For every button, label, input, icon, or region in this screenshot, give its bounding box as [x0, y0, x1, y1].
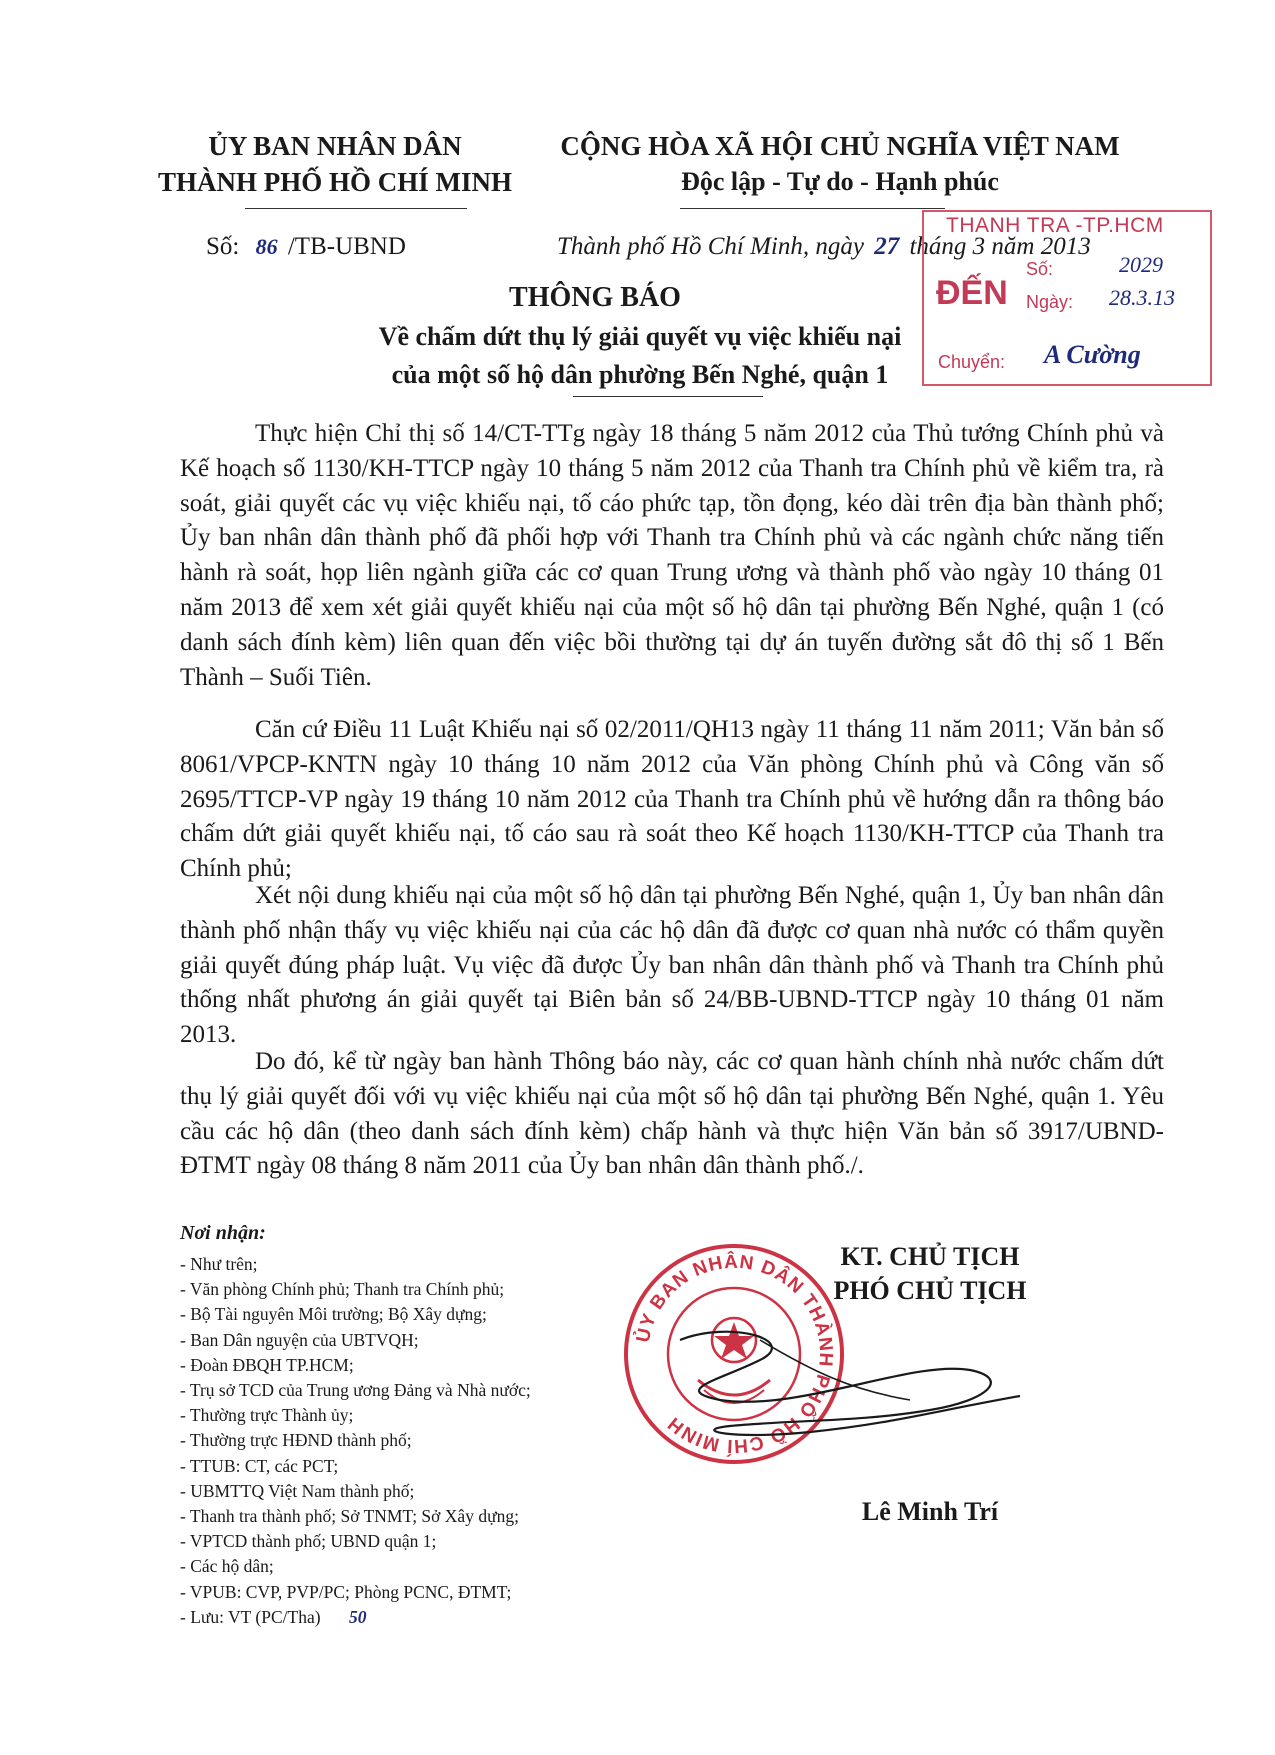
nation-name: CỘNG HÒA XÃ HỘI CHỦ NGHĨA VIỆT NAM	[560, 131, 1120, 161]
motto: Độc lập - Tự do - Hạnh phúc	[681, 167, 999, 196]
national-motto-block	[540, 128, 1140, 200]
issuer-underline	[245, 208, 467, 209]
place-date-prefix: Thành phố Hồ Chí Minh, ngày	[557, 233, 864, 260]
subtitle-line2: của một số hộ dân phường Bến Nghé, quận 1	[391, 360, 889, 389]
recipient-item: - Thường trực Thành ủy;	[180, 1405, 354, 1426]
signatory-title1: KT. CHỦ TỊCH	[840, 1242, 1020, 1271]
day-handwritten: 27	[874, 233, 900, 260]
subtitle-line1: Về chấm dứt thụ lý giải quyết vụ việc khiếu nại	[378, 322, 902, 351]
number-suffix: /TB-UBND	[287, 233, 406, 260]
stamp-chuyen-label: Chuyển:	[938, 352, 1006, 372]
recipient-item: - TTUB: CT, các PCT;	[180, 1455, 339, 1476]
recipient-item: - Trụ sở TCD của Trung ương Đảng và Nhà nước;	[180, 1380, 531, 1401]
recipient-item: - VPTCD thành phố; UBND quận 1;	[180, 1531, 437, 1552]
recipient-archive: - Lưu: VT (PC/Tha)	[180, 1606, 321, 1627]
signatory-title2: PHÓ CHỦ TỊCH	[833, 1276, 1027, 1305]
document-title: THÔNG BÁO	[509, 282, 681, 313]
recipient-item: - UBMTTQ Việt Nam thành phố;	[180, 1480, 415, 1501]
issuer-line1: ỦY BAN NHÂN DÂN	[208, 131, 462, 161]
recipient-item: - Ban Dân nguyện của UBTVQH;	[180, 1329, 419, 1350]
recipients-list	[180, 1252, 650, 1630]
stamp-org: THANH TRA -TP.HCM	[946, 214, 1164, 237]
document-number	[206, 230, 406, 264]
recipient-item: - VPUB: CVP, PVP/PC; Phòng PCNC, ĐTMT;	[180, 1581, 512, 1602]
stamp-ngay-label: Ngày:	[1026, 292, 1074, 312]
signatory-name: Lê Minh Trí	[861, 1497, 999, 1526]
motto-underline	[680, 208, 945, 209]
paragraph-1: Thực hiện Chỉ thị số 14/CT-TTg ngày 18 tháng 5 năm 2012 của Thủ tướng Chính phủ và Kế hoạch số 1130/KH-TTCP ngày 10 tháng 5 năm 2012 của Thanh tra Chính phủ về kiểm tra, rà soát, giải quyết các vụ việc khiếu nại, tố cáo phức tạp, tồn đọng, kéo dài trên địa bàn thành phố; Ủy ban nhân dân thành phố đã phối hợp với Thanh tra Chính phủ và các ngành chức năng tiến hành rà soát, họp liên ngành giữa các cơ quan Trung ương và thành phố vào ngày 10 tháng 01 năm 2013 để xem xét giải quyết khiếu nại của một số hộ dân tại phường Bến Nghé, quận 1 (có danh sách đính kèm) liên quan đến việc bồi thường tại dự án tuyến đường sắt đô thị số 1 Bến Thành – Suối Tiên.	[180, 420, 1164, 691]
issuer-block	[150, 128, 520, 200]
place-date-suffix: tháng 3 năm 2013	[909, 233, 1091, 260]
copies-count: 50	[348, 1606, 367, 1627]
paragraph-3: Xét nội dung khiếu nại của một số hộ dân tại phường Bến Nghé, quận 1, Ủy ban nhân dân thành phố nhận thấy vụ việc khiếu nại của các hộ dân đã được cơ quan nhà nước có thẩm quyền giải quyết đúng pháp luật. Vụ việc đã được Ủy ban nhân dân thành phố và Thanh tra Chính phủ thống nhất phương án giải quyết tại Biên bản số 24/BB-UBND-TTCP ngày 10 tháng 01 năm 2013.	[180, 882, 1164, 1049]
handwritten-signature	[610, 1300, 1050, 1470]
recipients-title: Nơi nhận:	[180, 1222, 266, 1244]
issuer-line2: THÀNH PHỐ HỒ CHÍ MINH	[157, 167, 512, 197]
stamp-ngay-value: 28.3.13	[1109, 285, 1175, 310]
seal-ring-text: ỦY BAN NHÂN DÂN THÀNH PHỐ HỒ CHÍ MINH	[632, 1251, 837, 1457]
recipient-item: - Thanh tra thành phố; Sở TNMT; Sở Xây dựng;	[180, 1506, 519, 1527]
document-subtitle	[300, 318, 980, 394]
received-stamp	[922, 210, 1212, 386]
paragraph-4: Do đó, kể từ ngày ban hành Thông báo này, các cơ quan hành chính nhà nước chấm dứt thụ lý giải quyết đối với vụ việc khiếu nại của một số hộ dân tại phường Bến Nghé, quận 1. Yêu cầu các hộ dân (theo danh sách đính kèm) chấp hành và thực hiện Văn bản số 3917/UBND-ĐTMT ngày 08 tháng 8 năm 2011 của Ủy ban nhân dân thành phố./.	[180, 1048, 1164, 1180]
recipient-item: - Văn phòng Chính phủ; Thanh tra Chính phủ;	[180, 1279, 505, 1300]
signature-block	[800, 1240, 1060, 1308]
stamp-chuyen-value: A Cường	[1044, 340, 1141, 369]
recipient-item: - Các hộ dân;	[180, 1556, 274, 1577]
paragraph-2: Căn cứ Điều 11 Luật Khiếu nại số 02/2011/QH13 ngày 11 tháng 11 năm 2011; Văn bản số 8061/VPCP-KNTN ngày 10 tháng 10 năm 2012 của Văn phòng Chính phủ và Công văn số 2695/TTCP-VP ngày 19 tháng 10 năm 2012 của Thanh tra Chính phủ về hướng dẫn ra thông báo chấm dứt giải quyết khiếu nại, tố cáo sau rà soát theo Kế hoạch 1130/KH-TTCP của Thanh tra Chính phủ;	[180, 716, 1164, 883]
stamp-den: ĐẾN	[936, 274, 1008, 312]
number-prefix: Số:	[206, 233, 240, 260]
recipient-item: - Thường trực HĐND thành phố;	[180, 1430, 412, 1451]
recipient-item	[180, 1605, 650, 1630]
recipient-item: - Bộ Tài nguyên Môi trường; Bộ Xây dựng;	[180, 1304, 487, 1325]
title-underline	[573, 396, 763, 397]
number-handwritten: 86	[255, 234, 278, 259]
recipient-item: - Như trên;	[180, 1254, 258, 1274]
stamp-so-label: Số:	[1026, 259, 1054, 279]
stamp-so-value: 2029	[1119, 252, 1163, 277]
recipient-item: - Đoàn ĐBQH TP.HCM;	[180, 1354, 354, 1375]
